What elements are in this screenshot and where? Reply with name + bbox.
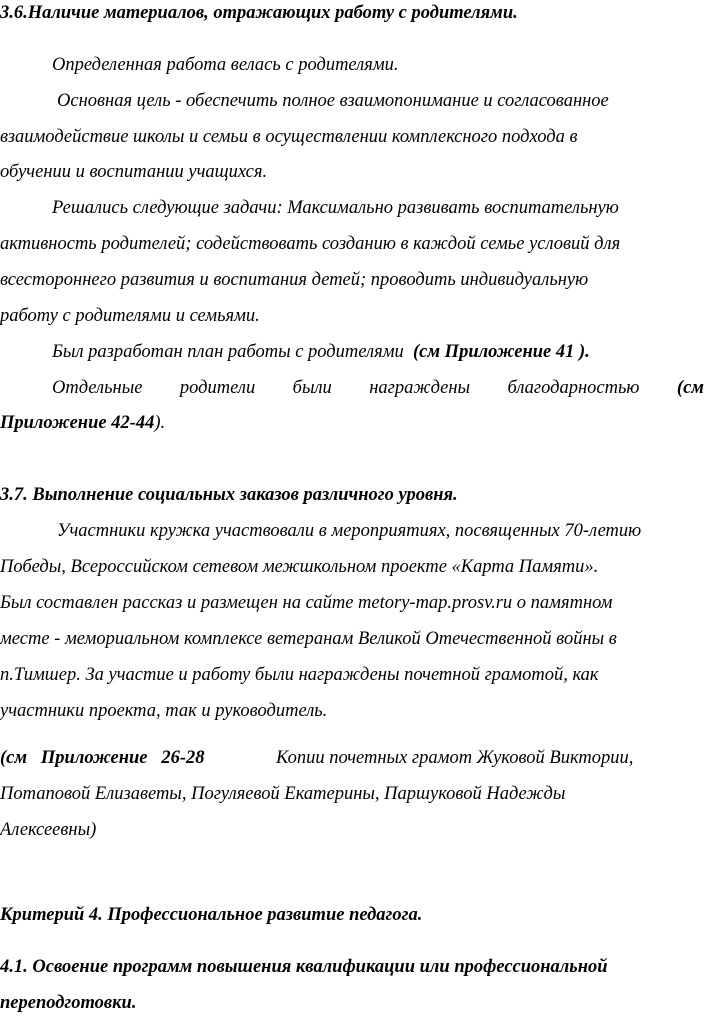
appendix-42-44-ref: Приложение 42-44 <box>0 413 155 433</box>
paragraph-line: Решались следующие задачи: Максимально развивать воспитательную <box>52 198 619 218</box>
paragraph-line: Определенная работа велась с родителями. <box>52 55 399 75</box>
paragraph-line: Алексеевны) <box>0 820 97 840</box>
paragraph-line: обучении и воспитании учащихся. <box>0 162 268 182</box>
paragraph-line: работу с родителями и семьями. <box>0 306 260 326</box>
paragraph-line: месте - мемориальном комплексе ветеранам Великой Отечественной войны в <box>0 629 617 649</box>
paragraph-line: п.Тимшер. За участие и работу были награждены почетной грамотой, как <box>0 665 599 685</box>
paragraph-line <box>0 746 704 770</box>
certificates-text: Копии почетных грамот Жуковой Виктории, <box>276 748 634 768</box>
word: родители <box>179 378 256 398</box>
word: (см <box>676 378 704 398</box>
word: награждены <box>369 378 471 398</box>
justified-line <box>52 376 704 400</box>
paragraph-line: Приложение 42-44). <box>0 413 166 433</box>
word: благодарностью <box>507 378 640 398</box>
plan-text: Был разработан план работы с родителями <box>52 342 404 362</box>
section-3-7-heading: 3.7. Выполнение социальных заказов различного уровня. <box>0 485 458 505</box>
word: Отдельные <box>52 378 143 398</box>
paragraph-line <box>52 340 704 364</box>
paragraph-line: активность родителей; содействовать созданию в каждой семье условий для <box>0 234 621 254</box>
section-4-1-heading: 4.1. Освоение программ повышения квалификации или профессиональной <box>0 957 608 977</box>
paragraph-line: Потаповой Елизаветы, Погуляевой Екатерины, Паршуковой Надежды <box>0 784 566 804</box>
section-3-6-heading: 3.6.Наличие материалов, отражающих работу с родителями. <box>0 3 518 23</box>
appendix-41-ref: (см Приложение 41 ). <box>413 342 590 362</box>
paragraph-line: участники проекта, так и руководитель. <box>0 701 328 721</box>
paragraph-line: Победы, Всероссийском сетевом межшкольном проекте «Карта Памяти». <box>0 557 599 577</box>
paragraph-line: Основная цель - обеспечить полное взаимопонимание и согласованное <box>57 91 609 111</box>
paragraph-line: всестороннего развития и воспитания детей; проводить индивидуальную <box>0 270 589 290</box>
word: были <box>292 378 332 398</box>
section-4-1-heading: переподготовки. <box>0 993 137 1013</box>
paragraph-line: Участники кружка участвовали в мероприятиях, посвященных 70-летию <box>57 521 642 541</box>
criterion-4-heading: Критерий 4. Профессиональное развитие педагога. <box>0 905 423 925</box>
paragraph-line: Был составлен рассказ и размещен на сайте metory-map.prosv.ru о памятном <box>0 593 613 613</box>
paragraph-line: взаимодействие школы и семьи в осуществлении комплексного подхода в <box>0 127 578 147</box>
appendix-26-28-ref: (см Приложение 26-28 <box>0 748 205 768</box>
